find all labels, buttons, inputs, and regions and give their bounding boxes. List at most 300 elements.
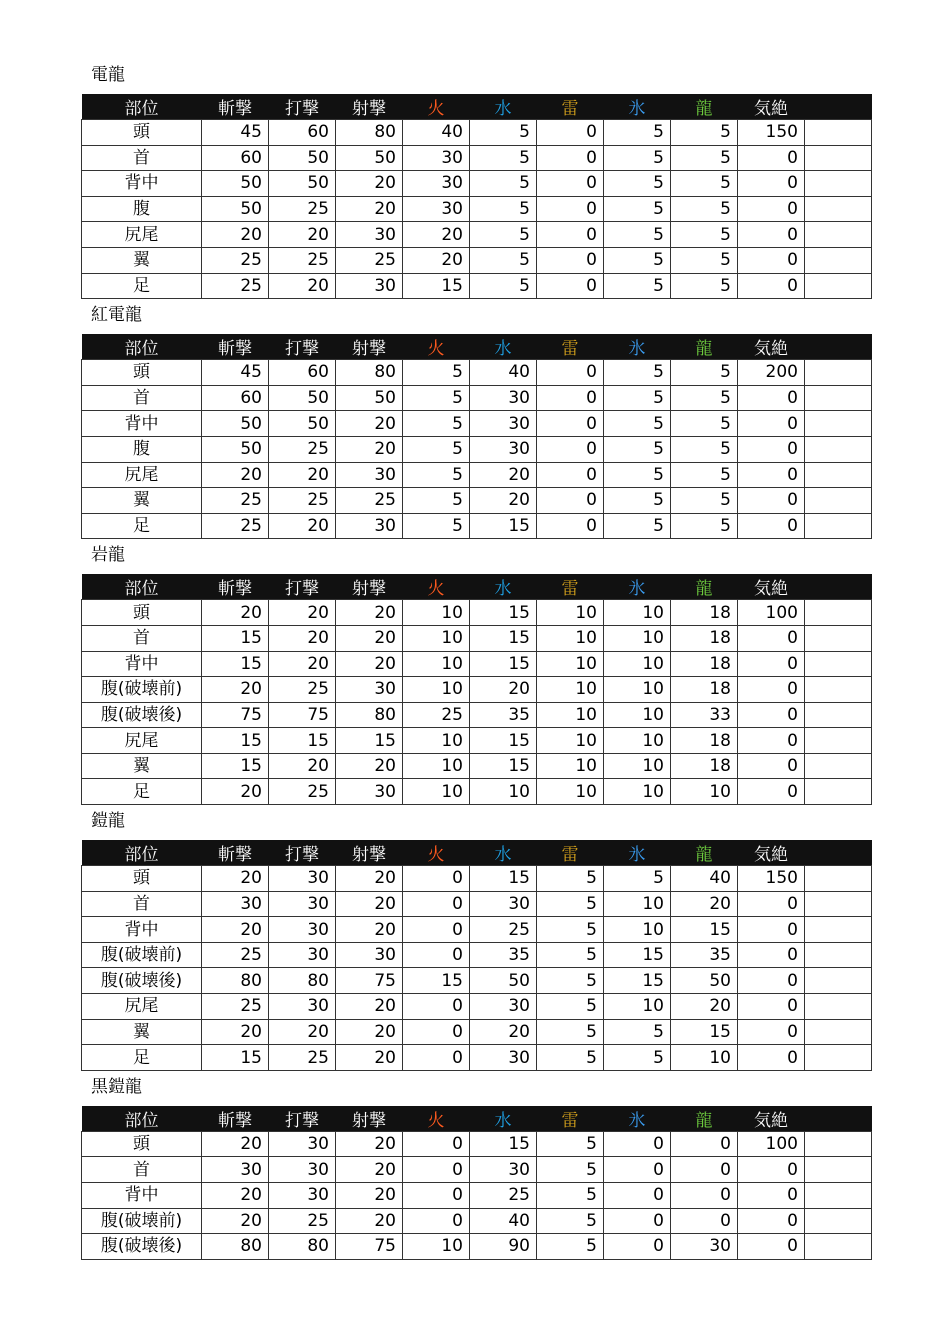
document: [81, 62, 869, 1263]
value-cell: [805, 1208, 872, 1234]
table-row: [82, 968, 872, 994]
column-header: 雷: [537, 1106, 604, 1132]
damage-table: [81, 840, 872, 1071]
table-row: [82, 753, 872, 779]
value-cell: 30: [470, 436, 537, 462]
value-cell: 0: [403, 1157, 470, 1183]
part-cell: 背中: [82, 1183, 202, 1209]
table-row: [82, 385, 872, 411]
value-cell: 5: [671, 488, 738, 514]
value-cell: 5: [604, 171, 671, 197]
value-cell: 5: [537, 968, 604, 994]
table-row: [82, 651, 872, 677]
value-cell: 25: [336, 247, 403, 273]
value-cell: 20: [202, 462, 269, 488]
value-cell: 20: [336, 1183, 403, 1209]
value-cell: 50: [671, 968, 738, 994]
value-cell: 0: [403, 1019, 470, 1045]
value-cell: 5: [671, 513, 738, 539]
value-cell: 0: [604, 1157, 671, 1183]
value-cell: 0: [738, 196, 805, 222]
value-cell: 15: [470, 728, 537, 754]
value-cell: 10: [403, 651, 470, 677]
value-cell: 0: [537, 513, 604, 539]
value-cell: 30: [470, 891, 537, 917]
value-cell: [805, 360, 872, 386]
value-cell: 30: [470, 1157, 537, 1183]
value-cell: 10: [604, 753, 671, 779]
table-row: [82, 891, 872, 917]
value-cell: 0: [738, 779, 805, 805]
value-cell: 0: [403, 1131, 470, 1157]
column-header: 射撃: [336, 94, 403, 120]
value-cell: 40: [470, 360, 537, 386]
part-cell: 首: [82, 891, 202, 917]
value-cell: 10: [671, 779, 738, 805]
value-cell: 5: [671, 171, 738, 197]
value-cell: 0: [403, 994, 470, 1020]
part-cell: 尻尾: [82, 222, 202, 248]
part-cell: 腹(破壊後): [82, 702, 202, 728]
value-cell: 10: [537, 702, 604, 728]
header-row: [82, 840, 872, 866]
value-cell: 18: [671, 753, 738, 779]
value-cell: 5: [470, 171, 537, 197]
column-header: 氷: [604, 1106, 671, 1132]
value-cell: 25: [269, 196, 336, 222]
value-cell: 5: [403, 385, 470, 411]
value-cell: [805, 994, 872, 1020]
part-cell: 頭: [82, 360, 202, 386]
value-cell: 18: [671, 625, 738, 651]
value-cell: 80: [269, 968, 336, 994]
column-header: 部位: [82, 334, 202, 360]
value-cell: 5: [604, 411, 671, 437]
value-cell: 5: [537, 1208, 604, 1234]
value-cell: 35: [470, 942, 537, 968]
part-cell: 腹(破壊前): [82, 942, 202, 968]
value-cell: 5: [604, 120, 671, 146]
value-cell: 10: [403, 728, 470, 754]
value-cell: 0: [671, 1208, 738, 1234]
section-title: 鎧龍: [91, 811, 125, 832]
value-cell: 20: [202, 917, 269, 943]
value-cell: 100: [738, 600, 805, 626]
value-cell: 0: [604, 1234, 671, 1260]
value-cell: 80: [336, 702, 403, 728]
value-cell: 5: [604, 513, 671, 539]
table-row: [82, 513, 872, 539]
value-cell: 30: [336, 462, 403, 488]
value-cell: [805, 942, 872, 968]
value-cell: 50: [269, 171, 336, 197]
value-cell: 0: [738, 1019, 805, 1045]
value-cell: 0: [738, 917, 805, 943]
value-cell: [805, 273, 872, 299]
value-cell: 10: [537, 625, 604, 651]
column-header: 龍: [671, 840, 738, 866]
value-cell: [805, 145, 872, 171]
value-cell: 0: [738, 891, 805, 917]
value-cell: 5: [671, 247, 738, 273]
value-cell: 15: [470, 651, 537, 677]
part-cell: 腹(破壊後): [82, 968, 202, 994]
part-cell: 腹: [82, 436, 202, 462]
value-cell: [805, 1045, 872, 1071]
table-row: [82, 1045, 872, 1071]
part-cell: 足: [82, 779, 202, 805]
value-cell: 0: [403, 917, 470, 943]
value-cell: 33: [671, 702, 738, 728]
value-cell: [805, 1234, 872, 1260]
value-cell: 25: [202, 513, 269, 539]
value-cell: 5: [604, 196, 671, 222]
value-cell: 0: [738, 436, 805, 462]
value-cell: 30: [269, 891, 336, 917]
value-cell: 30: [269, 866, 336, 892]
value-cell: 20: [336, 1045, 403, 1071]
value-cell: 50: [336, 145, 403, 171]
table-row: [82, 120, 872, 146]
value-cell: [805, 651, 872, 677]
value-cell: 30: [470, 411, 537, 437]
value-cell: 5: [604, 145, 671, 171]
value-cell: 0: [537, 385, 604, 411]
value-cell: 15: [470, 600, 537, 626]
value-cell: 20: [403, 247, 470, 273]
value-cell: 80: [336, 360, 403, 386]
value-cell: 0: [537, 411, 604, 437]
value-cell: 15: [604, 942, 671, 968]
table-row: [82, 625, 872, 651]
value-cell: 20: [470, 1019, 537, 1045]
value-cell: 20: [269, 462, 336, 488]
part-cell: 頭: [82, 120, 202, 146]
value-cell: 10: [403, 779, 470, 805]
value-cell: 20: [269, 222, 336, 248]
value-cell: 75: [269, 702, 336, 728]
value-cell: [805, 866, 872, 892]
value-cell: 5: [403, 513, 470, 539]
value-cell: 0: [537, 273, 604, 299]
value-cell: [805, 677, 872, 703]
value-cell: 20: [269, 625, 336, 651]
value-cell: 5: [537, 1045, 604, 1071]
value-cell: 75: [202, 702, 269, 728]
part-cell: 翼: [82, 247, 202, 273]
table-row: [82, 145, 872, 171]
value-cell: 0: [738, 625, 805, 651]
value-cell: 0: [738, 171, 805, 197]
column-header: [805, 94, 872, 120]
value-cell: 5: [403, 411, 470, 437]
value-cell: 20: [269, 651, 336, 677]
column-header: 雷: [537, 840, 604, 866]
value-cell: 0: [738, 247, 805, 273]
table-row: [82, 196, 872, 222]
table-row: [82, 1157, 872, 1183]
part-cell: 背中: [82, 651, 202, 677]
value-cell: 5: [671, 222, 738, 248]
value-cell: 90: [470, 1234, 537, 1260]
value-cell: 0: [738, 994, 805, 1020]
column-header: 氷: [604, 840, 671, 866]
table-row: [82, 1208, 872, 1234]
column-header: 部位: [82, 1106, 202, 1132]
value-cell: 0: [738, 728, 805, 754]
value-cell: 35: [470, 702, 537, 728]
column-header: [805, 574, 872, 600]
value-cell: 0: [738, 1045, 805, 1071]
value-cell: 30: [403, 171, 470, 197]
value-cell: 20: [336, 411, 403, 437]
value-cell: 10: [671, 1045, 738, 1071]
value-cell: 5: [604, 1019, 671, 1045]
value-cell: 0: [604, 1131, 671, 1157]
value-cell: 20: [336, 1157, 403, 1183]
value-cell: 5: [537, 866, 604, 892]
part-cell: 腹(破壊前): [82, 677, 202, 703]
value-cell: 0: [738, 273, 805, 299]
part-cell: 翼: [82, 488, 202, 514]
value-cell: 30: [202, 891, 269, 917]
value-cell: 30: [336, 779, 403, 805]
value-cell: 10: [537, 651, 604, 677]
value-cell: 20: [336, 917, 403, 943]
value-cell: 20: [269, 273, 336, 299]
value-cell: 20: [202, 1183, 269, 1209]
value-cell: 10: [604, 779, 671, 805]
column-header: 打撃: [269, 840, 336, 866]
value-cell: 5: [671, 196, 738, 222]
value-cell: 20: [202, 677, 269, 703]
table-row: [82, 677, 872, 703]
value-cell: 5: [537, 942, 604, 968]
value-cell: 20: [336, 866, 403, 892]
table-row: [82, 273, 872, 299]
value-cell: 15: [470, 1131, 537, 1157]
value-cell: 0: [403, 866, 470, 892]
value-cell: 15: [202, 753, 269, 779]
value-cell: 15: [403, 273, 470, 299]
value-cell: 0: [671, 1157, 738, 1183]
value-cell: 0: [738, 1234, 805, 1260]
value-cell: 10: [604, 677, 671, 703]
value-cell: 10: [403, 1234, 470, 1260]
column-header: 龍: [671, 94, 738, 120]
value-cell: 20: [336, 994, 403, 1020]
value-cell: 5: [604, 273, 671, 299]
column-header: 射撃: [336, 334, 403, 360]
part-cell: 尻尾: [82, 994, 202, 1020]
table-row: [82, 222, 872, 248]
table-row: [82, 994, 872, 1020]
value-cell: 30: [470, 385, 537, 411]
value-cell: 150: [738, 866, 805, 892]
value-cell: 30: [470, 994, 537, 1020]
value-cell: [805, 488, 872, 514]
value-cell: 5: [671, 462, 738, 488]
value-cell: 20: [336, 171, 403, 197]
column-header: 射撃: [336, 840, 403, 866]
column-header: 氷: [604, 574, 671, 600]
header-row: [82, 334, 872, 360]
column-header: 火: [403, 334, 470, 360]
value-cell: 5: [604, 436, 671, 462]
value-cell: 75: [336, 1234, 403, 1260]
value-cell: 25: [202, 247, 269, 273]
column-header: 気絶: [738, 94, 805, 120]
value-cell: 50: [202, 411, 269, 437]
value-cell: 60: [202, 145, 269, 171]
value-cell: 20: [470, 677, 537, 703]
value-cell: 30: [336, 942, 403, 968]
value-cell: 25: [202, 488, 269, 514]
value-cell: [805, 411, 872, 437]
table-row: [82, 247, 872, 273]
value-cell: 0: [403, 942, 470, 968]
value-cell: 0: [537, 462, 604, 488]
value-cell: 25: [202, 273, 269, 299]
value-cell: 5: [604, 222, 671, 248]
value-cell: 50: [269, 145, 336, 171]
value-cell: 0: [403, 1208, 470, 1234]
value-cell: 0: [537, 488, 604, 514]
value-cell: [805, 171, 872, 197]
value-cell: 20: [336, 651, 403, 677]
value-cell: [805, 247, 872, 273]
value-cell: 30: [403, 196, 470, 222]
value-cell: 10: [537, 779, 604, 805]
column-header: 火: [403, 1106, 470, 1132]
value-cell: 5: [671, 411, 738, 437]
value-cell: 50: [470, 968, 537, 994]
value-cell: 10: [403, 677, 470, 703]
column-header: 水: [470, 94, 537, 120]
section-title: 紅電龍: [91, 305, 142, 326]
table-row: [82, 360, 872, 386]
column-header: 打撃: [269, 574, 336, 600]
value-cell: 30: [470, 1045, 537, 1071]
value-cell: 0: [738, 1183, 805, 1209]
value-cell: 5: [604, 1045, 671, 1071]
value-cell: [805, 385, 872, 411]
value-cell: 100: [738, 1131, 805, 1157]
value-cell: 10: [537, 600, 604, 626]
value-cell: 25: [269, 436, 336, 462]
value-cell: 10: [604, 994, 671, 1020]
column-header: 斬撃: [202, 574, 269, 600]
column-header: 水: [470, 574, 537, 600]
value-cell: 40: [470, 1208, 537, 1234]
section-title: 岩龍: [91, 545, 125, 566]
value-cell: 25: [403, 702, 470, 728]
column-header: 打撃: [269, 94, 336, 120]
value-cell: 5: [671, 145, 738, 171]
value-cell: [805, 120, 872, 146]
value-cell: 50: [336, 385, 403, 411]
value-cell: 25: [202, 994, 269, 1020]
value-cell: 5: [403, 462, 470, 488]
value-cell: 25: [269, 677, 336, 703]
value-cell: 15: [470, 753, 537, 779]
value-cell: 40: [671, 866, 738, 892]
value-cell: 0: [537, 222, 604, 248]
value-cell: 0: [403, 891, 470, 917]
value-cell: 0: [403, 1183, 470, 1209]
column-header: 氷: [604, 94, 671, 120]
value-cell: 5: [604, 385, 671, 411]
value-cell: 0: [738, 513, 805, 539]
value-cell: 5: [470, 222, 537, 248]
value-cell: 15: [470, 866, 537, 892]
value-cell: 0: [604, 1183, 671, 1209]
table-row: [82, 1019, 872, 1045]
value-cell: 10: [537, 728, 604, 754]
part-cell: 尻尾: [82, 462, 202, 488]
value-cell: 60: [269, 120, 336, 146]
part-cell: 首: [82, 1157, 202, 1183]
value-cell: 0: [604, 1208, 671, 1234]
value-cell: 80: [202, 1234, 269, 1260]
value-cell: 10: [403, 753, 470, 779]
value-cell: 50: [269, 411, 336, 437]
value-cell: 15: [202, 651, 269, 677]
value-cell: 25: [336, 488, 403, 514]
table-row: [82, 436, 872, 462]
column-header: 雷: [537, 574, 604, 600]
value-cell: [805, 728, 872, 754]
column-header: 斬撃: [202, 94, 269, 120]
value-cell: 30: [269, 1157, 336, 1183]
value-cell: 10: [604, 891, 671, 917]
value-cell: 5: [671, 273, 738, 299]
value-cell: 20: [336, 753, 403, 779]
column-header: 部位: [82, 840, 202, 866]
value-cell: 15: [604, 968, 671, 994]
value-cell: 0: [537, 196, 604, 222]
value-cell: 45: [202, 120, 269, 146]
column-header: 氷: [604, 334, 671, 360]
value-cell: 15: [336, 728, 403, 754]
column-header: 水: [470, 1106, 537, 1132]
value-cell: 18: [671, 728, 738, 754]
value-cell: [805, 625, 872, 651]
table-row: [82, 779, 872, 805]
value-cell: 5: [403, 360, 470, 386]
value-cell: 25: [269, 1045, 336, 1071]
value-cell: 30: [269, 1131, 336, 1157]
column-header: 雷: [537, 334, 604, 360]
part-cell: 翼: [82, 753, 202, 779]
column-header: 気絶: [738, 574, 805, 600]
value-cell: 60: [202, 385, 269, 411]
value-cell: 5: [604, 360, 671, 386]
value-cell: 20: [336, 196, 403, 222]
value-cell: 5: [537, 1131, 604, 1157]
value-cell: 0: [738, 753, 805, 779]
value-cell: 5: [604, 488, 671, 514]
value-cell: 20: [336, 625, 403, 651]
value-cell: 30: [202, 1157, 269, 1183]
value-cell: 0: [738, 411, 805, 437]
value-cell: [805, 702, 872, 728]
value-cell: 5: [537, 917, 604, 943]
value-cell: 0: [738, 1157, 805, 1183]
column-header: 火: [403, 840, 470, 866]
value-cell: 15: [403, 968, 470, 994]
value-cell: 0: [738, 462, 805, 488]
